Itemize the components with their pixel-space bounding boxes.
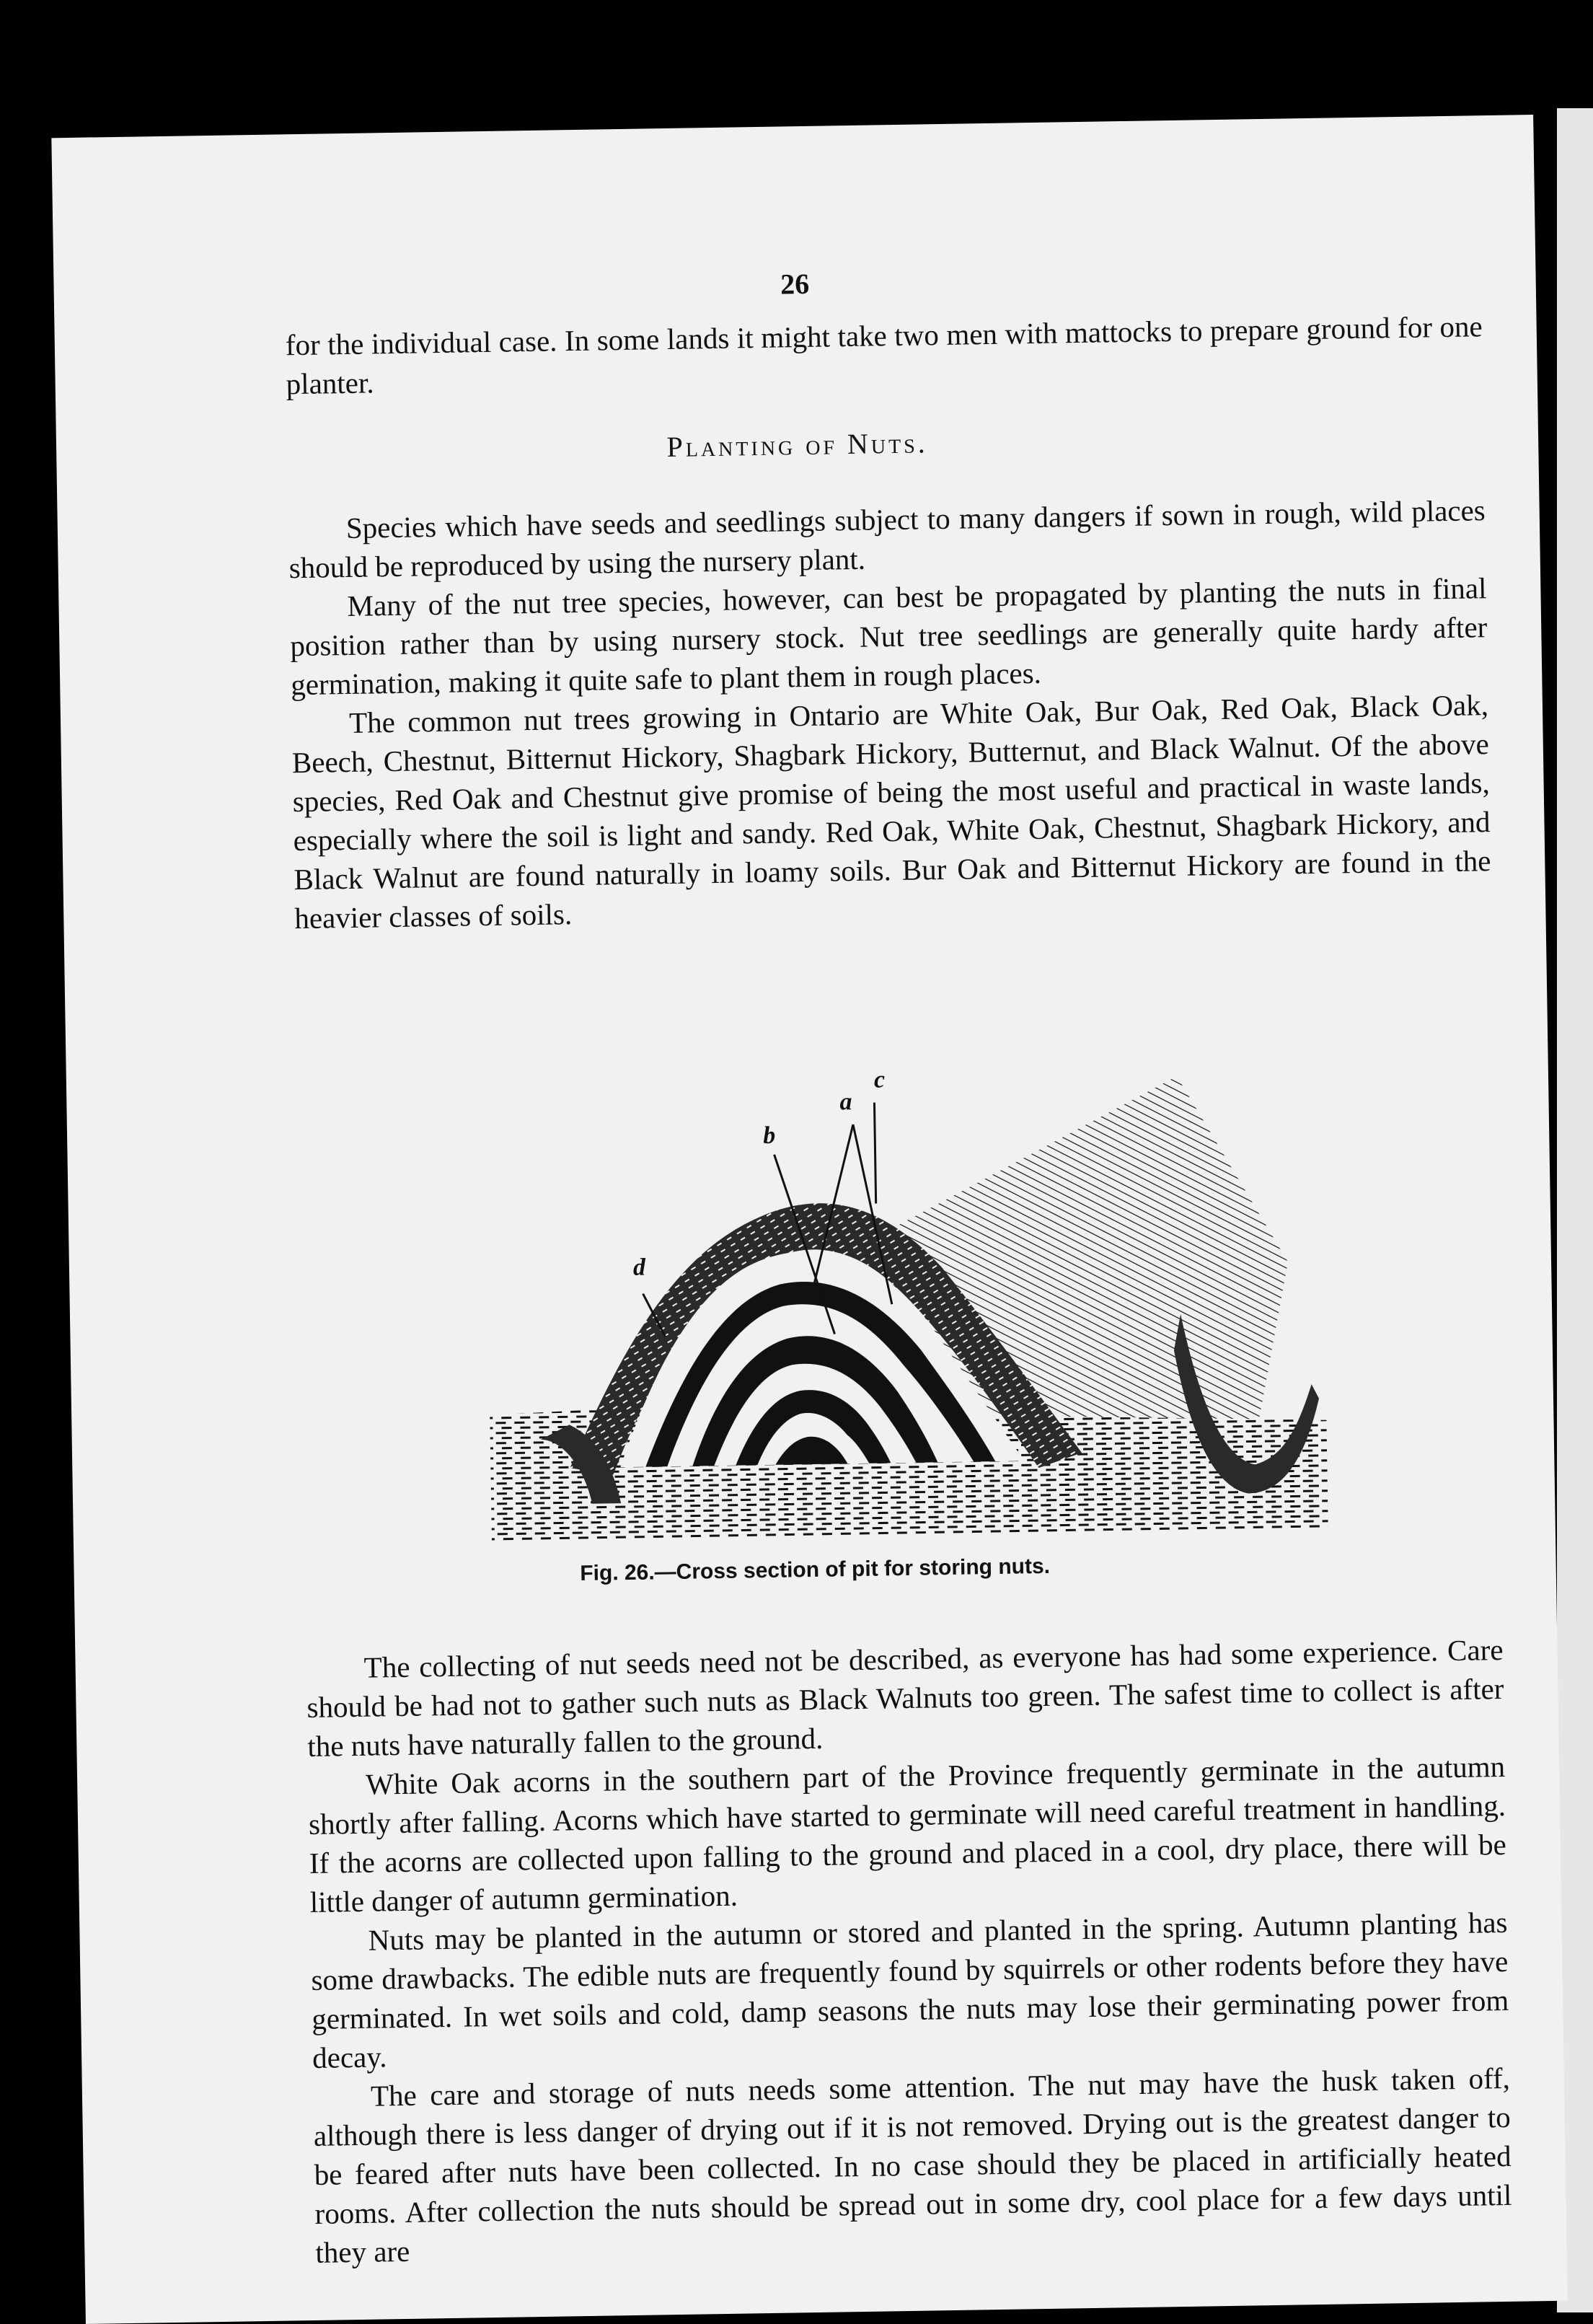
pit-cross-section-figure: [469, 1024, 1328, 1556]
paragraph: The care and storage of nuts needs some attention. The nut may have the husk taken off, although there is less danger of drying out if it is not removed. Drying out is the greatest danger to be feared after nuts have been collected. In no case should they be placed in artificially heated rooms. After collection the nuts should be spread out in some dry, cool place for a few days until they are: [313, 2061, 1512, 2269]
paragraph: Species which have seeds and seedlings subject to many dangers if sown in rough, wild places should be reproduced by using the nursery plant.: [288, 493, 1486, 585]
opening-text-block: [285, 307, 1483, 403]
body-text-before-figure: [288, 490, 1491, 938]
paragraph: The common nut trees growing in Ontario are White Oak, Bur Oak, Red Oak, Black Oak, Beech, Chestnut, Bitternut Hickory, Shagbark Hickory, Butternut, and Black Walnut. Of the above species, Red Oak and Chestnut give promise of being the most useful and practical in waste lands, especially where the soil is light and sandy. Red Oak, White Oak, Chestnut, Shagbark Hickory, and Black Walnut are found naturally in loamy soils. Bur Oak and Bitternut Hickory are found in the heavier classes of soils.: [291, 688, 1491, 936]
page-number: 26: [780, 267, 810, 301]
paragraph: Nuts may be planted in the autumn or stored and planted in the spring. Autumn planting has some drawbacks. The edible nuts are frequently found by squirrels or other rodents before they have germinated. In wet soils and cold, damp seasons the nuts may lose their germinating power from decay.: [311, 1905, 1509, 2074]
opening-paragraph: for the individual case. In some lands it might take two men with mattocks to prepare ground for one planter.: [285, 309, 1483, 401]
figure-label-a: a: [839, 1088, 852, 1116]
figure-label-d: d: [632, 1254, 646, 1281]
figure-label-b: b: [762, 1122, 776, 1149]
book-page: [51, 115, 1567, 2324]
paragraph: The collecting of nut seeds need not be described, as everyone has had some experience. Care should be had not to gather such nuts as Black Walnuts too green. The safest time to collect is after the nuts have naturally fallen to the ground.: [306, 1632, 1504, 1764]
figure-caption: Fig. 26.—Cross section of pit for storing nuts.: [580, 1554, 1051, 1586]
pit-cross-section-illustration: [469, 1024, 1328, 1556]
paragraph: White Oak acorns in the southern part of the Province frequently germinate in the autumn shortly after falling. Acorns which have started to germinate will need careful treatment in handling. If the acorns are collected upon falling to the ground and placed in a cool, dry place, there will be little danger of autumn germination.: [308, 1749, 1507, 1919]
body-text-after-figure: [306, 1630, 1512, 2272]
paragraph: Many of the nut tree species, however, can best be propagated by planting the nuts in final position rather than by using nursery stock. Nut tree seedlings are generally quite hardy after germination, making it quite safe to plant them in rough places.: [290, 571, 1488, 702]
figure-label-c: c: [873, 1066, 886, 1093]
section-heading: Planting of Nuts.: [666, 426, 929, 463]
